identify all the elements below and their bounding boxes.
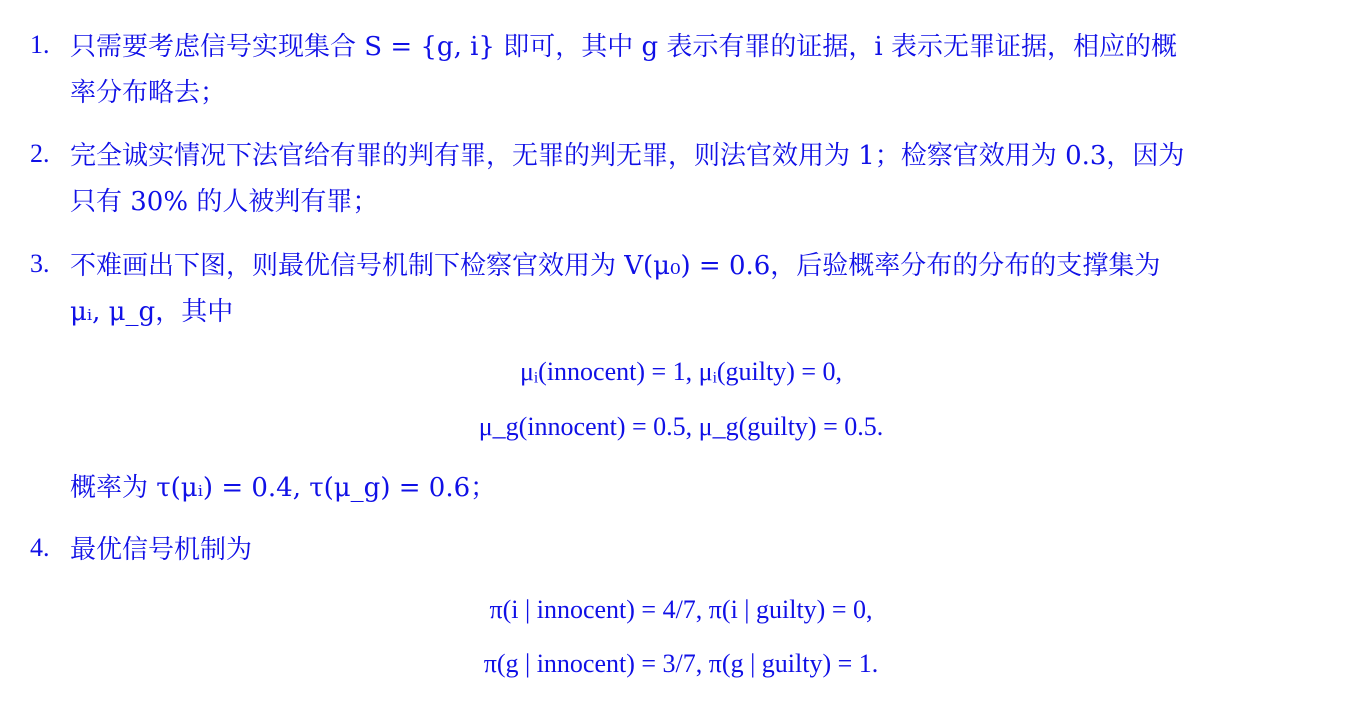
item-text-line: μᵢ, μ_g，其中 xyxy=(70,297,234,327)
display-equation: π(i | innocent) = 4/7, π(i | guilty) = 0, xyxy=(489,595,873,624)
display-equation: μᵢ(innocent) = 1, μᵢ(guilty) = 0, xyxy=(519,357,843,386)
item-number: 3. xyxy=(30,249,50,278)
item-text-line: 只需要考虑信号实现集合 S = {g, i} 即可，其中 g 表示有罪的证据，i 表示无罪证据，相应的概 xyxy=(70,32,1177,62)
display-equation: π(g | innocent) = 3/7, π(g | guilty) = 1. xyxy=(483,649,879,678)
item-text-line: 只有 30% 的人被判有罪； xyxy=(70,187,379,217)
item-number: 4. xyxy=(30,533,50,562)
item-number: 1. xyxy=(30,30,50,59)
item-text-line: 最优信号机制为 xyxy=(70,535,253,565)
item-text-line: 完全诚实情况下法官给有罪的判有罪，无罪的判无罪，则法官效用为 1；检察官效用为 0.3，因为 xyxy=(70,141,1185,171)
item-text-line: 率分布略去； xyxy=(70,78,227,108)
item-number: 2. xyxy=(30,139,50,168)
item-text-line: 概率为 τ(μᵢ) = 0.4, τ(μ_g) = 0.6； xyxy=(70,473,497,503)
item-text-line: 不难画出下图，则最优信号机制下检察官效用为 V(μ₀) = 0.6，后验概率分布的分布的支撑集为 xyxy=(70,251,1161,281)
display-equation: μ_g(innocent) = 0.5, μ_g(guilty) = 0.5. xyxy=(478,412,884,441)
